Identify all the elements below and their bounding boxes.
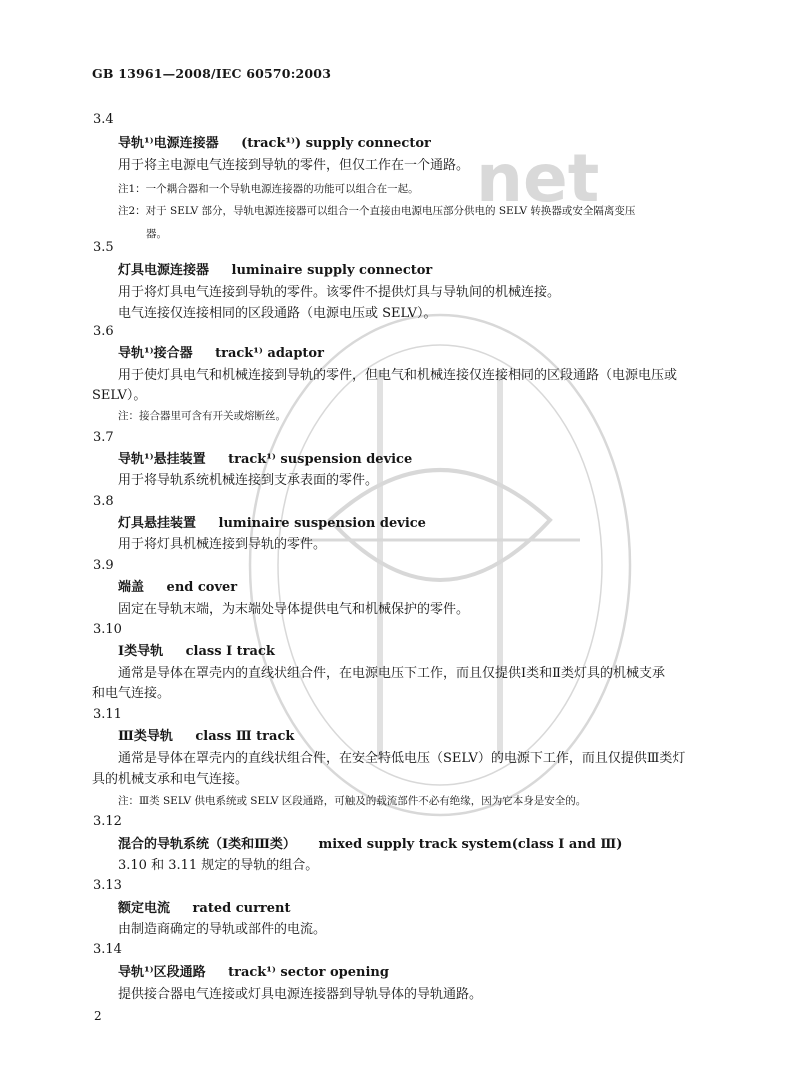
clause-term (118, 263, 432, 279)
clause-number: 3.7 (93, 430, 114, 445)
clause-definition: 用于使灯具电气和机械连接到导轨的零件，但电气和机械连接仅连接相同的区段通路（电源电压或 (118, 368, 678, 383)
clause-term (118, 901, 291, 917)
term-english: end cover (166, 580, 238, 595)
clause-definition: 用于将灯具电气连接到导轨的零件。该零件不提供灯具与导轨间的机械连接。 (118, 285, 561, 300)
term-english: luminaire suspension device (218, 516, 426, 531)
term-chinese: 灯具悬挂装置 (118, 516, 197, 531)
clause-definition: 电气连接仅连接相同的区段通路（电源电压或 SELV）。 (118, 306, 437, 321)
clause-term (118, 346, 324, 362)
clause-definition-continuation: SELV）。 (92, 388, 147, 403)
term-english: rated current (192, 901, 291, 916)
term-chinese: Ⅰ类导轨 (118, 644, 164, 659)
clause-note-continuation: 器。 (146, 228, 167, 240)
clause-number: 3.14 (93, 942, 122, 957)
term-chinese: 导轨¹⁾接合器 (118, 346, 193, 361)
clause-definition: 由制造商确定的导轨或部件的电流。 (118, 922, 327, 937)
clause-definition-continuation: 和电气连接。 (92, 686, 171, 701)
term-english: track¹⁾ adaptor (215, 346, 324, 361)
clause-number: 3.11 (93, 707, 122, 722)
term-chinese: 额定电流 (118, 901, 171, 916)
clause-note: 注2：对于 SELV 部分，导轨电源连接器可以组合一个直接由电源电压部分供电的 SELV 转换器或安全隔离变压 (118, 205, 636, 217)
clause-term (118, 837, 622, 853)
clause-term (118, 580, 237, 596)
term-chinese: 导轨¹⁾悬挂装置 (118, 452, 206, 467)
clause-number: 3.12 (93, 814, 122, 829)
clause-number: 3.10 (93, 622, 122, 637)
term-chinese: 混合的导轨系统（Ⅰ类和Ⅲ类） (118, 837, 296, 852)
clause-term (118, 136, 431, 152)
clause-term (118, 452, 412, 468)
clause-number: 3.4 (93, 112, 114, 127)
clause-definition: 提供接合器电气连接或灯具电源连接器到导轨导体的导轨通路。 (118, 987, 483, 1002)
clause-number: 3.8 (93, 494, 114, 509)
clause-term (118, 965, 389, 981)
clause-number: 3.6 (93, 324, 114, 339)
standard-header: GB 13961—2008/IEC 60570:2003 (92, 66, 332, 81)
clause-note: 注1：一个耦合器和一个导轨电源连接器的功能可以组合在一起。 (118, 183, 419, 195)
term-chinese: 灯具电源连接器 (118, 263, 210, 278)
clause-definition: 3.10 和 3.11 规定的导轨的组合。 (118, 858, 319, 873)
clause-number: 3.5 (93, 240, 114, 255)
term-chinese: Ⅲ类导轨 (118, 729, 173, 744)
clause-definition: 用于将主电源电气连接到导轨的零件，但仅工作在一个通路。 (118, 158, 470, 173)
clause-number: 3.9 (93, 558, 114, 573)
term-english: luminaire supply connector (231, 263, 433, 278)
term-english: class Ⅲ track (195, 729, 295, 744)
clause-note: 注：接合器里可含有开关或熔断丝。 (118, 410, 286, 422)
clause-note: 注：Ⅲ类 SELV 供电系统或 SELV 区段通路，可触及的载流部件不必有绝缘，因为它本身是安全的。 (118, 795, 587, 807)
term-chinese: 导轨¹⁾电源连接器 (118, 136, 219, 151)
clause-term (118, 729, 294, 745)
watermark-text: net (476, 140, 600, 217)
term-english: class Ⅰ track (185, 644, 275, 659)
clause-definition: 通常是导体在罩壳内的直线状组合件，在安全特低电压（SELV）的电源下工作，而且仅提供Ⅲ类灯 (118, 751, 686, 766)
clause-term (118, 516, 426, 532)
clause-definition: 用于将导轨系统机械连接到支承表面的零件。 (118, 473, 379, 488)
clause-definition: 通常是导体在罩壳内的直线状组合件，在电源电压下工作，而且仅提供Ⅰ类和Ⅱ类灯具的机械支承 (118, 666, 665, 681)
term-english: (track¹⁾) supply connector (241, 136, 431, 151)
term-english: track¹⁾ sector opening (228, 965, 389, 980)
term-english: mixed supply track system(class Ⅰ and Ⅲ) (318, 837, 623, 852)
clause-definition: 用于将灯具机械连接到导轨的零件。 (118, 537, 327, 552)
term-english: track¹⁾ suspension device (228, 452, 413, 467)
clause-term (118, 644, 275, 660)
clause-number: 3.13 (93, 878, 122, 893)
clause-definition-continuation: 具的机械支承和电气连接。 (92, 772, 249, 787)
clause-definition: 固定在导轨末端，为末端处导体提供电气和机械保护的零件。 (118, 602, 470, 617)
term-chinese: 端盖 (118, 580, 145, 595)
term-chinese: 导轨¹⁾区段通路 (118, 965, 206, 980)
page-number: 2 (94, 1009, 102, 1023)
